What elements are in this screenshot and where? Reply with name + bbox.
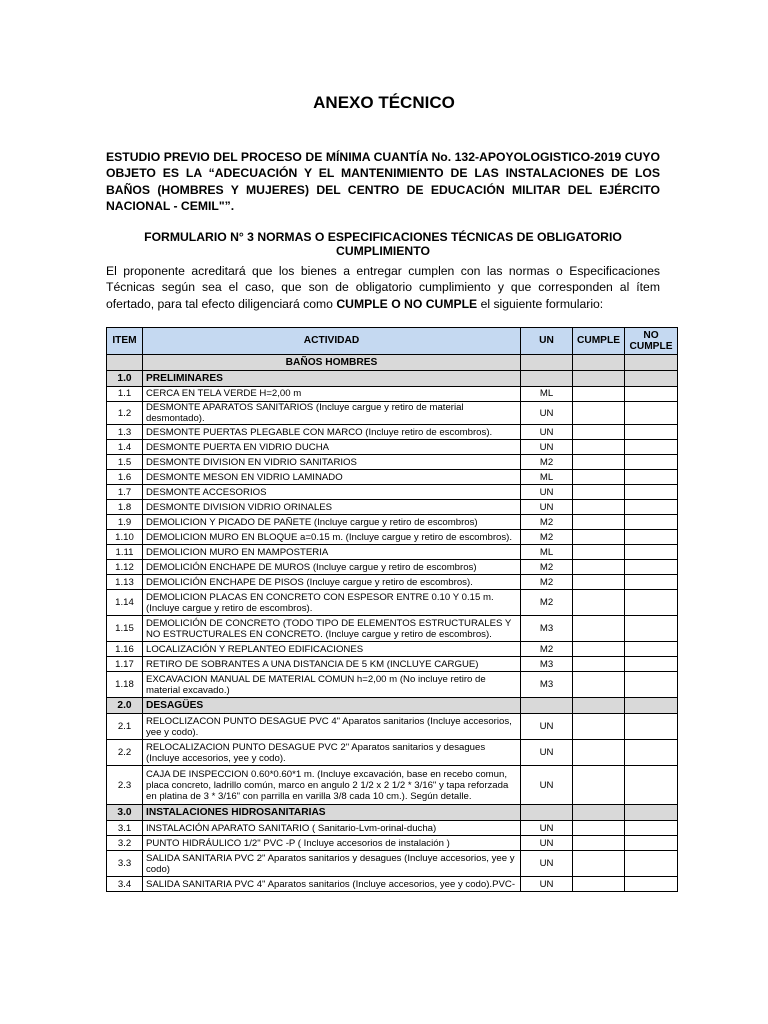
item-cell: 1.14 xyxy=(107,590,143,616)
no-cumple-cell[interactable] xyxy=(625,821,678,836)
item-cell: 1.1 xyxy=(107,387,143,402)
cumple-cell[interactable] xyxy=(573,616,625,642)
actividad-cell: DEMOLICION MURO EN BLOQUE a=0.15 m. (Incluye cargue y retiro de escombros). xyxy=(143,530,521,545)
no-cumple-cell[interactable] xyxy=(625,575,678,590)
item-cell: 1.8 xyxy=(107,500,143,515)
un-cell: ML xyxy=(521,470,573,485)
table-row xyxy=(107,515,678,530)
header-actividad: ACTIVIDAD xyxy=(143,328,521,355)
study-description: ESTUDIO PREVIO DEL PROCESO DE MÍNIMA CUANTÍA No. 132-APOYOLOGISTICO-2019 CUYO OBJETO ES LA “ADECUACIÓN Y EL MANTENIMIENTO DE LAS INSTALACIONES DE LOS BAÑOS (HOMBRES Y MUJERES) DEL CENTRO DE EDUCACIÓN MILITAR DEL EJÉRCITO NACIONAL - CEMIL"”. xyxy=(106,150,660,213)
actividad-cell: DESMONTE APARATOS SANITARIOS (Incluye cargue y retiro de material desmontado). xyxy=(143,402,521,425)
un-cell: M3 xyxy=(521,616,573,642)
no-cumple-cell[interactable] xyxy=(625,766,678,805)
intro-paragraph xyxy=(106,263,660,312)
cumple-cell[interactable] xyxy=(573,371,625,387)
no-cumple-cell[interactable] xyxy=(625,515,678,530)
un-cell: M2 xyxy=(521,642,573,657)
no-cumple-cell[interactable] xyxy=(625,455,678,470)
actividad-cell: PRELIMINARES xyxy=(143,371,521,387)
actividad-cell: RETIRO DE SOBRANTES A UNA DISTANCIA DE 5 KM (INCLUYE CARGUE) xyxy=(143,657,521,672)
table-row xyxy=(107,616,678,642)
item-cell: 1.6 xyxy=(107,470,143,485)
actividad-cell: EXCAVACION MANUAL DE MATERIAL COMUN h=2,00 m (No incluye retiro de material excavado.) xyxy=(143,672,521,698)
item-cell: 2.2 xyxy=(107,740,143,766)
cumple-cell[interactable] xyxy=(573,455,625,470)
table-row xyxy=(107,402,678,425)
item-cell: 1.3 xyxy=(107,425,143,440)
cumple-cell[interactable] xyxy=(573,545,625,560)
form-title: FORMULARIO N° 3 NORMAS O ESPECIFICACIONES TÉCNICAS DE OBLIGATORIO CUMPLIMIENTO xyxy=(144,230,622,258)
no-cumple-cell[interactable] xyxy=(625,698,678,714)
actividad-cell: DEMOLICION MURO EN MAMPOSTERIA xyxy=(143,545,521,560)
band-cell xyxy=(107,355,143,371)
cumple-cell[interactable] xyxy=(573,515,625,530)
table-row xyxy=(107,590,678,616)
table-header-row xyxy=(107,328,678,355)
actividad-cell: DESMONTE PUERTAS PLEGABLE CON MARCO (Incluye retiro de escombros). xyxy=(143,425,521,440)
un-cell: UN xyxy=(521,766,573,805)
table-row xyxy=(107,530,678,545)
cumple-cell[interactable] xyxy=(573,740,625,766)
no-cumple-cell[interactable] xyxy=(625,500,678,515)
cumple-cell[interactable] xyxy=(573,402,625,425)
table-row xyxy=(107,560,678,575)
item-cell: 1.2 xyxy=(107,402,143,425)
no-cumple-cell[interactable] xyxy=(625,485,678,500)
header-no-cumple: NO CUMPLE xyxy=(625,328,678,355)
cumple-cell[interactable] xyxy=(573,877,625,892)
item-cell: 1.17 xyxy=(107,657,143,672)
cumple-cell[interactable] xyxy=(573,560,625,575)
section-row xyxy=(107,371,678,387)
no-cumple-cell[interactable] xyxy=(625,387,678,402)
cumple-cell[interactable] xyxy=(573,672,625,698)
band-cell xyxy=(625,355,678,371)
table-row xyxy=(107,766,678,805)
actividad-cell: DESMONTE MESON EN VIDRIO LAMINADO xyxy=(143,470,521,485)
header-cumple: CUMPLE xyxy=(573,328,625,355)
un-cell: UN xyxy=(521,714,573,740)
table-row xyxy=(107,575,678,590)
un-cell: ML xyxy=(521,387,573,402)
table-row xyxy=(107,485,678,500)
cumple-cell[interactable] xyxy=(573,470,625,485)
table-row xyxy=(107,500,678,515)
un-cell: UN xyxy=(521,836,573,851)
item-cell: 2.1 xyxy=(107,714,143,740)
no-cumple-cell[interactable] xyxy=(625,470,678,485)
item-cell: 1.13 xyxy=(107,575,143,590)
section-row xyxy=(107,698,678,714)
page-title: ANEXO TÉCNICO xyxy=(313,93,455,112)
cumple-cell[interactable] xyxy=(573,590,625,616)
item-cell: 1.10 xyxy=(107,530,143,545)
table-body xyxy=(107,355,678,892)
table-row xyxy=(107,657,678,672)
band-cell xyxy=(521,355,573,371)
no-cumple-cell[interactable] xyxy=(625,740,678,766)
actividad-cell: RELOCLIZACON PUNTO DESAGUE PVC 4" Aparatos sanitarios (Incluye accesorios, yee y codo). xyxy=(143,714,521,740)
cumple-cell[interactable] xyxy=(573,485,625,500)
cumple-cell[interactable] xyxy=(573,500,625,515)
un-cell: M2 xyxy=(521,455,573,470)
un-cell: UN xyxy=(521,425,573,440)
compliance-table xyxy=(106,327,678,892)
no-cumple-cell[interactable] xyxy=(625,836,678,851)
item-cell: 2.3 xyxy=(107,766,143,805)
actividad-cell: DESMONTE DIVISION VIDRIO ORINALES xyxy=(143,500,521,515)
table-row xyxy=(107,740,678,766)
cumple-cell[interactable] xyxy=(573,387,625,402)
actividad-cell: INSTALACIONES HIDROSANITARIAS xyxy=(143,805,521,821)
cumple-cell[interactable] xyxy=(573,766,625,805)
no-cumple-cell[interactable] xyxy=(625,371,678,387)
band-row xyxy=(107,355,678,371)
cumple-cell[interactable] xyxy=(573,851,625,877)
actividad-cell: DESMONTE DIVISION EN VIDRIO SANITARIOS xyxy=(143,455,521,470)
item-cell: 1.11 xyxy=(107,545,143,560)
header-un: UN xyxy=(521,328,573,355)
table-row xyxy=(107,714,678,740)
un-cell xyxy=(521,805,573,821)
actividad-cell: LOCALIZACIÓN Y REPLANTEO EDIFICACIONES xyxy=(143,642,521,657)
no-cumple-cell[interactable] xyxy=(625,545,678,560)
no-cumple-cell[interactable] xyxy=(625,402,678,425)
un-cell: UN xyxy=(521,851,573,877)
band-title: BAÑOS HOMBRES xyxy=(143,355,521,371)
cumple-cell[interactable] xyxy=(573,642,625,657)
actividad-cell: SALIDA SANITARIA PVC 2" Aparatos sanitarios y desagues (Incluye accesorios, yee y codo) xyxy=(143,851,521,877)
actividad-cell: DESMONTE PUERTA EN VIDRIO DUCHA xyxy=(143,440,521,455)
no-cumple-cell[interactable] xyxy=(625,616,678,642)
actividad-cell: DESMONTE ACCESORIOS xyxy=(143,485,521,500)
actividad-cell: CERCA EN TELA VERDE H=2,00 m xyxy=(143,387,521,402)
actividad-cell: CAJA DE INSPECCION 0.60*0.60*1 m. (Incluye excavación, base en recebo comun, placa concreto, ladrillo común, marco en angulo 2 1/2 x 2 1/2 * 3/16" y tapa reforzada en platina de 3 * 3/16" con parrilla en varilla 3/8 cada 10 cm.). Según detalle. xyxy=(143,766,521,805)
un-cell: UN xyxy=(521,877,573,892)
no-cumple-cell[interactable] xyxy=(625,877,678,892)
actividad-cell: DEMOLICIÓN ENCHAPE DE PISOS (Incluye cargue y retiro de escombros). xyxy=(143,575,521,590)
table-row xyxy=(107,877,678,892)
cumple-cell[interactable] xyxy=(573,425,625,440)
cumple-cell[interactable] xyxy=(573,698,625,714)
un-cell: UN xyxy=(521,485,573,500)
item-cell: 1.18 xyxy=(107,672,143,698)
item-cell: 3.2 xyxy=(107,836,143,851)
item-cell: 3.3 xyxy=(107,851,143,877)
un-cell: M2 xyxy=(521,515,573,530)
cumple-cell[interactable] xyxy=(573,714,625,740)
no-cumple-cell[interactable] xyxy=(625,590,678,616)
actividad-cell: DEMOLICION Y PICADO DE PAÑETE (Incluye cargue y retiro de escombros) xyxy=(143,515,521,530)
item-cell: 2.0 xyxy=(107,698,143,714)
un-cell: M2 xyxy=(521,530,573,545)
un-cell: UN xyxy=(521,821,573,836)
item-cell: 1.16 xyxy=(107,642,143,657)
table-row xyxy=(107,821,678,836)
un-cell: UN xyxy=(521,500,573,515)
header-item: ITEM xyxy=(107,328,143,355)
actividad-cell: DEMOLICIÓN ENCHAPE DE MUROS (Incluye cargue y retiro de escombros) xyxy=(143,560,521,575)
no-cumple-cell[interactable] xyxy=(625,805,678,821)
actividad-cell: DEMOLICIÓN DE CONCRETO (TODO TIPO DE ELEMENTOS ESTRUCTURALES Y NO ESTRUCTURALES EN CONCRETO. (Incluye cargue y retiro de escombros). xyxy=(143,616,521,642)
cumple-cell[interactable] xyxy=(573,657,625,672)
table-row xyxy=(107,642,678,657)
item-cell: 1.9 xyxy=(107,515,143,530)
table-row xyxy=(107,851,678,877)
band-cell xyxy=(573,355,625,371)
actividad-cell: RELOCALIZACION PUNTO DESAGUE PVC 2" Aparatos sanitarios y desagues (Incluye accesorios, yee y codo). xyxy=(143,740,521,766)
table-row xyxy=(107,672,678,698)
item-cell: 3.1 xyxy=(107,821,143,836)
item-cell: 1.5 xyxy=(107,455,143,470)
no-cumple-cell[interactable] xyxy=(625,530,678,545)
item-cell: 1.4 xyxy=(107,440,143,455)
un-cell xyxy=(521,371,573,387)
table-row xyxy=(107,455,678,470)
actividad-cell: DESAGÜES xyxy=(143,698,521,714)
cumple-cell[interactable] xyxy=(573,440,625,455)
un-cell: M2 xyxy=(521,560,573,575)
cumple-cell[interactable] xyxy=(573,821,625,836)
item-cell: 3.4 xyxy=(107,877,143,892)
actividad-cell: PUNTO HIDRÁULICO 1/2" PVC -P ( Incluye accesorios de instalación ) xyxy=(143,836,521,851)
no-cumple-cell[interactable] xyxy=(625,425,678,440)
no-cumple-cell[interactable] xyxy=(625,560,678,575)
un-cell: ML xyxy=(521,545,573,560)
cumple-cell[interactable] xyxy=(573,805,625,821)
no-cumple-cell[interactable] xyxy=(625,672,678,698)
un-cell: M3 xyxy=(521,657,573,672)
no-cumple-cell[interactable] xyxy=(625,657,678,672)
table-row xyxy=(107,470,678,485)
actividad-cell: SALIDA SANITARIA PVC 4" Aparatos sanitarios (Incluye accesorios, yee y codo).PVC- xyxy=(143,877,521,892)
no-cumple-cell[interactable] xyxy=(625,440,678,455)
item-cell: 1.7 xyxy=(107,485,143,500)
actividad-cell: INSTALACIÓN APARATO SANITARIO ( Sanitario-Lvm-orinal-ducha) xyxy=(143,821,521,836)
un-cell xyxy=(521,698,573,714)
table-row xyxy=(107,836,678,851)
un-cell: UN xyxy=(521,440,573,455)
table-row xyxy=(107,425,678,440)
un-cell: UN xyxy=(521,402,573,425)
un-cell: M3 xyxy=(521,672,573,698)
item-cell: 1.12 xyxy=(107,560,143,575)
item-cell: 1.15 xyxy=(107,616,143,642)
actividad-cell: DEMOLICION PLACAS EN CONCRETO CON ESPESOR ENTRE 0.10 Y 0.15 m. (Incluye cargue y retiro de escombros). xyxy=(143,590,521,616)
item-cell: 1.0 xyxy=(107,371,143,387)
table-row xyxy=(107,387,678,402)
cumple-cell[interactable] xyxy=(573,836,625,851)
no-cumple-cell[interactable] xyxy=(625,714,678,740)
item-cell: 3.0 xyxy=(107,805,143,821)
intro-text-end: el siguiente formulario: xyxy=(477,296,604,311)
cumple-cell[interactable] xyxy=(573,530,625,545)
intro-bold-text: CUMPLE O NO CUMPLE xyxy=(336,296,478,311)
section-row xyxy=(107,805,678,821)
intro-text: El proponente acreditará que los bienes a entregar cumplen con las normas o Especificaciones Técnicas según sea el caso, que son de obligatorio cumplimiento y que corresponden al ítem ofertado, para tal efecto diligenciará como xyxy=(106,264,660,311)
no-cumple-cell[interactable] xyxy=(625,851,678,877)
un-cell: M2 xyxy=(521,575,573,590)
cumple-cell[interactable] xyxy=(573,575,625,590)
no-cumple-cell[interactable] xyxy=(625,642,678,657)
table-row xyxy=(107,440,678,455)
un-cell: UN xyxy=(521,740,573,766)
table-row xyxy=(107,545,678,560)
un-cell: M2 xyxy=(521,590,573,616)
